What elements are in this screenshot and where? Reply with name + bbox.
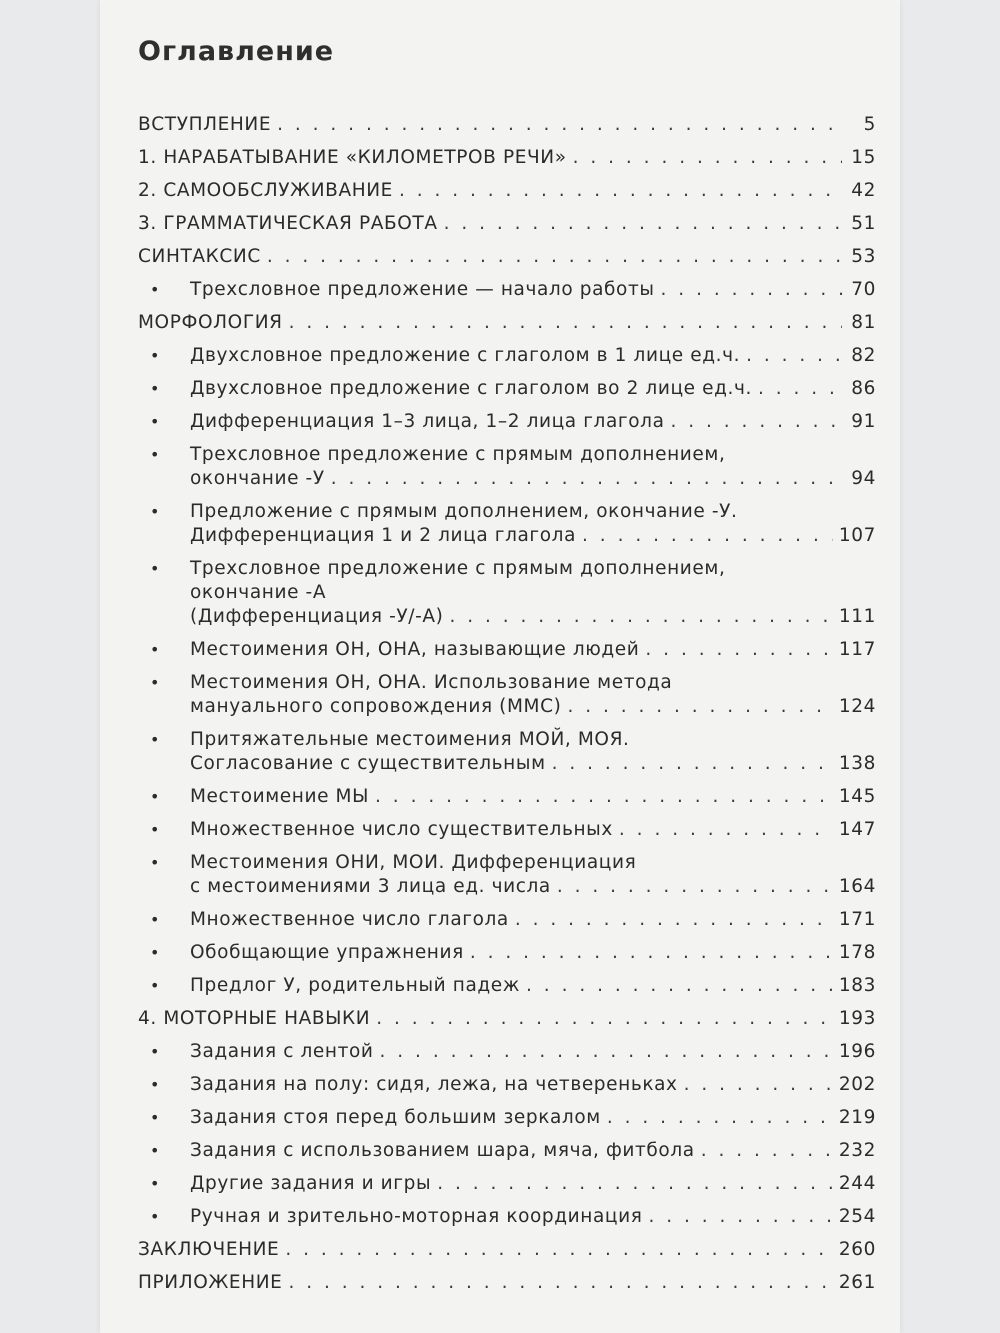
dot-leader: [399, 179, 842, 203]
toc-entry-title: ВСТУПЛЕНИЕ: [138, 114, 272, 135]
toc-entry-title-line: Местоимения ОН, ОНА. Использование метода: [190, 672, 673, 693]
toc-page-number: 193: [838, 1008, 876, 1029]
toc-page-number: 145: [838, 786, 876, 807]
toc-entry[interactable]: [138, 443, 876, 491]
toc-page-number: 86: [851, 378, 876, 399]
toc-page-number: 82: [851, 345, 876, 366]
toc-entry[interactable]: [138, 179, 876, 203]
bullet-icon: •: [150, 1042, 161, 1061]
dot-leader: [375, 785, 833, 809]
dot-leader: [552, 752, 833, 776]
bullet-icon: •: [150, 502, 161, 521]
dot-leader: [380, 1040, 833, 1064]
toc-entry[interactable]: [138, 212, 876, 236]
bullet-icon: •: [150, 559, 161, 578]
toc-page-number: 171: [838, 909, 876, 930]
dot-leader: [701, 1139, 833, 1163]
toc-page-number: 178: [838, 942, 876, 963]
bullet-icon: •: [150, 1075, 161, 1094]
toc-entry-title-line: Трехсловное предложение с прямым дополнением,: [190, 558, 726, 579]
toc-page-number: 232: [838, 1140, 876, 1161]
dot-leader: [331, 467, 842, 491]
dot-leader: [267, 245, 842, 269]
toc-page-number: 183: [838, 975, 876, 996]
bullet-icon: •: [150, 379, 161, 398]
bullet-icon: •: [150, 787, 161, 806]
toc-page-number: 261: [838, 1272, 876, 1293]
toc-entry[interactable]: [138, 728, 876, 776]
toc-entry[interactable]: [138, 500, 876, 548]
dot-leader: [289, 311, 842, 335]
toc-entry[interactable]: [138, 557, 876, 629]
dot-leader: [573, 146, 842, 170]
dot-leader: [285, 1238, 833, 1262]
toc-page-number: 42: [851, 180, 876, 201]
dot-leader: [607, 1106, 833, 1130]
dot-leader: [746, 344, 842, 368]
toc-page-number: 111: [838, 606, 876, 627]
toc-page-number: 53: [851, 246, 876, 267]
toc-entry[interactable]: [138, 1073, 876, 1097]
toc-entry-title: Согласование с существительным: [190, 753, 546, 774]
dot-leader: [671, 410, 842, 434]
toc-entry-title-line: Предложение с прямым дополнением, окончание -У.: [190, 501, 738, 522]
toc-entry-title: Двухсловное предложение с глаголом во 2 лице ед.ч.: [190, 378, 753, 399]
toc-entry-title: Обобщающие упражнения: [190, 942, 464, 963]
toc-entry-title-line: Местоимения ОНИ, МОИ. Дифференциация: [190, 852, 637, 873]
toc-entry-title: 1. НАРАБАТЫВАНИЕ «КИЛОМЕТРОВ РЕЧИ»: [138, 147, 567, 168]
toc-entry[interactable]: [138, 1007, 876, 1031]
toc-entry-title-line: Трехсловное предложение с прямым дополнением,: [190, 444, 726, 465]
toc-entry[interactable]: [138, 851, 876, 899]
toc-page-number: 5: [863, 114, 876, 135]
bullet-icon: •: [150, 943, 161, 962]
toc-entry[interactable]: [138, 785, 876, 809]
toc-page-number: 107: [838, 525, 876, 546]
bullet-icon: •: [150, 976, 161, 995]
page-title: Оглавление: [138, 36, 335, 67]
dot-leader: [288, 1271, 832, 1295]
toc-page-number: 260: [838, 1239, 876, 1260]
toc-entry-title-line: окончание -А: [190, 582, 327, 603]
toc-entry-title: Другие задания и игры: [190, 1173, 432, 1194]
toc-entry[interactable]: [138, 908, 876, 932]
bullet-icon: •: [150, 346, 161, 365]
toc-page-number: 196: [838, 1041, 876, 1062]
toc-entry-title: Дифференциация 1–3 лица, 1–2 лица глагола: [190, 411, 665, 432]
toc-entry[interactable]: [138, 146, 876, 170]
dot-leader: [661, 278, 842, 302]
dot-leader: [619, 818, 833, 842]
toc-entry-title: 4. МОТОРНЫЕ НАВЫКИ: [138, 1008, 371, 1029]
dot-leader: [277, 113, 842, 137]
toc-page-number: 254: [838, 1206, 876, 1227]
toc-entry-title: СИНТАКСИС: [138, 246, 261, 267]
bullet-icon: •: [150, 730, 161, 749]
dot-leader: [470, 941, 833, 965]
toc-page-number: 91: [851, 411, 876, 432]
toc-page-number: 164: [838, 876, 876, 897]
dot-leader: [567, 695, 832, 719]
toc-entry[interactable]: [138, 941, 876, 965]
toc-entry-title: Множественное число существительных: [190, 819, 613, 840]
toc-entry-title: Двухсловное предложение с глаголом в 1 лице ед.ч.: [190, 345, 741, 366]
bullet-icon: •: [150, 910, 161, 929]
dot-leader: [437, 1172, 833, 1196]
bullet-icon: •: [150, 1174, 161, 1193]
bullet-icon: •: [150, 673, 161, 692]
toc-entry[interactable]: [138, 410, 876, 434]
toc-entry[interactable]: [138, 278, 876, 302]
toc-entry[interactable]: [138, 377, 876, 401]
bullet-icon: •: [150, 412, 161, 431]
toc-page-number: 51: [851, 213, 876, 234]
toc-entry[interactable]: [138, 818, 876, 842]
toc-entry[interactable]: [138, 671, 876, 719]
toc-entry-title: ПРИЛОЖЕНИЕ: [138, 1272, 283, 1293]
toc-page-number: 117: [838, 639, 876, 660]
toc-entry[interactable]: [138, 1040, 876, 1064]
toc-entry-title: Трехсловное предложение — начало работы: [190, 279, 655, 300]
toc-entry[interactable]: [138, 1172, 876, 1196]
toc-page-number: 244: [838, 1173, 876, 1194]
dot-leader: [758, 377, 842, 401]
toc-entry[interactable]: [138, 1205, 876, 1229]
dot-leader: [376, 1007, 833, 1031]
toc-page-number: 202: [838, 1074, 876, 1095]
toc-entry-title: ЗАКЛЮЧЕНИЕ: [138, 1239, 280, 1260]
bullet-icon: •: [150, 640, 161, 659]
dot-leader: [444, 212, 842, 236]
dot-leader: [684, 1073, 833, 1097]
bullet-icon: •: [150, 1141, 161, 1160]
toc-entry-title: Множественное число глагола: [190, 909, 509, 930]
toc-page-number: 219: [838, 1107, 876, 1128]
toc-page-number: 138: [838, 753, 876, 774]
bullet-icon: •: [150, 820, 161, 839]
toc-page-number: 15: [851, 147, 876, 168]
toc-entry-title: Задания с использованием шара, мяча, фитбола: [190, 1140, 695, 1161]
dot-leader: [557, 875, 833, 899]
bullet-icon: •: [150, 1108, 161, 1127]
toc-entry-title: Предлог У, родительный падеж: [190, 975, 521, 996]
toc-entry-title: МОРФОЛОГИЯ: [138, 312, 283, 333]
dot-leader: [645, 638, 832, 662]
toc-entry[interactable]: [138, 113, 876, 137]
toc-entry[interactable]: [138, 1106, 876, 1130]
toc-entry-title-line: Притяжательные местоимения МОЙ, МОЯ.: [190, 729, 630, 750]
dot-leader: [582, 524, 833, 548]
bullet-icon: •: [150, 1207, 161, 1226]
dot-leader: [526, 974, 833, 998]
bullet-icon: •: [150, 853, 161, 872]
toc-entry-title: Задания на полу: сидя, лежа, на четвереньках: [190, 1074, 678, 1095]
table-of-contents: [138, 113, 876, 1304]
toc-entry[interactable]: [138, 1139, 876, 1163]
toc-entry[interactable]: [138, 974, 876, 998]
toc-entry-title: с местоимениями 3 лица ед. числа: [190, 876, 551, 897]
dot-leader: [648, 1205, 832, 1229]
toc-page-number: 147: [838, 819, 876, 840]
bullet-icon: •: [150, 280, 161, 299]
toc-entry[interactable]: [138, 1271, 876, 1295]
toc-entry-title: (Дифференциация -У/-А): [190, 606, 444, 627]
toc-entry-title: мануального сопровождения (ММС): [190, 696, 562, 717]
toc-entry-title: 3. ГРАММАТИЧЕСКАЯ РАБОТА: [138, 213, 438, 234]
toc-entry[interactable]: [138, 344, 876, 368]
toc-page-number: 124: [838, 696, 876, 717]
toc-entry-title: Задания с лентой: [190, 1041, 374, 1062]
toc-entry-title: Ручная и зрительно-моторная координация: [190, 1206, 643, 1227]
toc-entry-title: Задания стоя перед большим зеркалом: [190, 1107, 601, 1128]
toc-entry-title: 2. САМООБСЛУЖИВАНИЕ: [138, 180, 393, 201]
toc-page-number: 94: [851, 468, 876, 489]
toc-entry[interactable]: [138, 1238, 876, 1262]
toc-entry-title: Дифференциация 1 и 2 лица глагола: [190, 525, 577, 546]
toc-entry-title: Местоимение МЫ: [190, 786, 370, 807]
dot-leader: [449, 605, 832, 629]
toc-page-number: 70: [851, 279, 876, 300]
toc-entry[interactable]: [138, 245, 876, 269]
toc-page-number: 81: [851, 312, 876, 333]
dot-leader: [515, 908, 833, 932]
toc-entry-title: Местоимения ОН, ОНА, называющие людей: [190, 639, 640, 660]
toc-entry-title: окончание -У: [190, 468, 325, 489]
toc-entry[interactable]: [138, 311, 876, 335]
bullet-icon: •: [150, 445, 161, 464]
toc-entry[interactable]: [138, 638, 876, 662]
